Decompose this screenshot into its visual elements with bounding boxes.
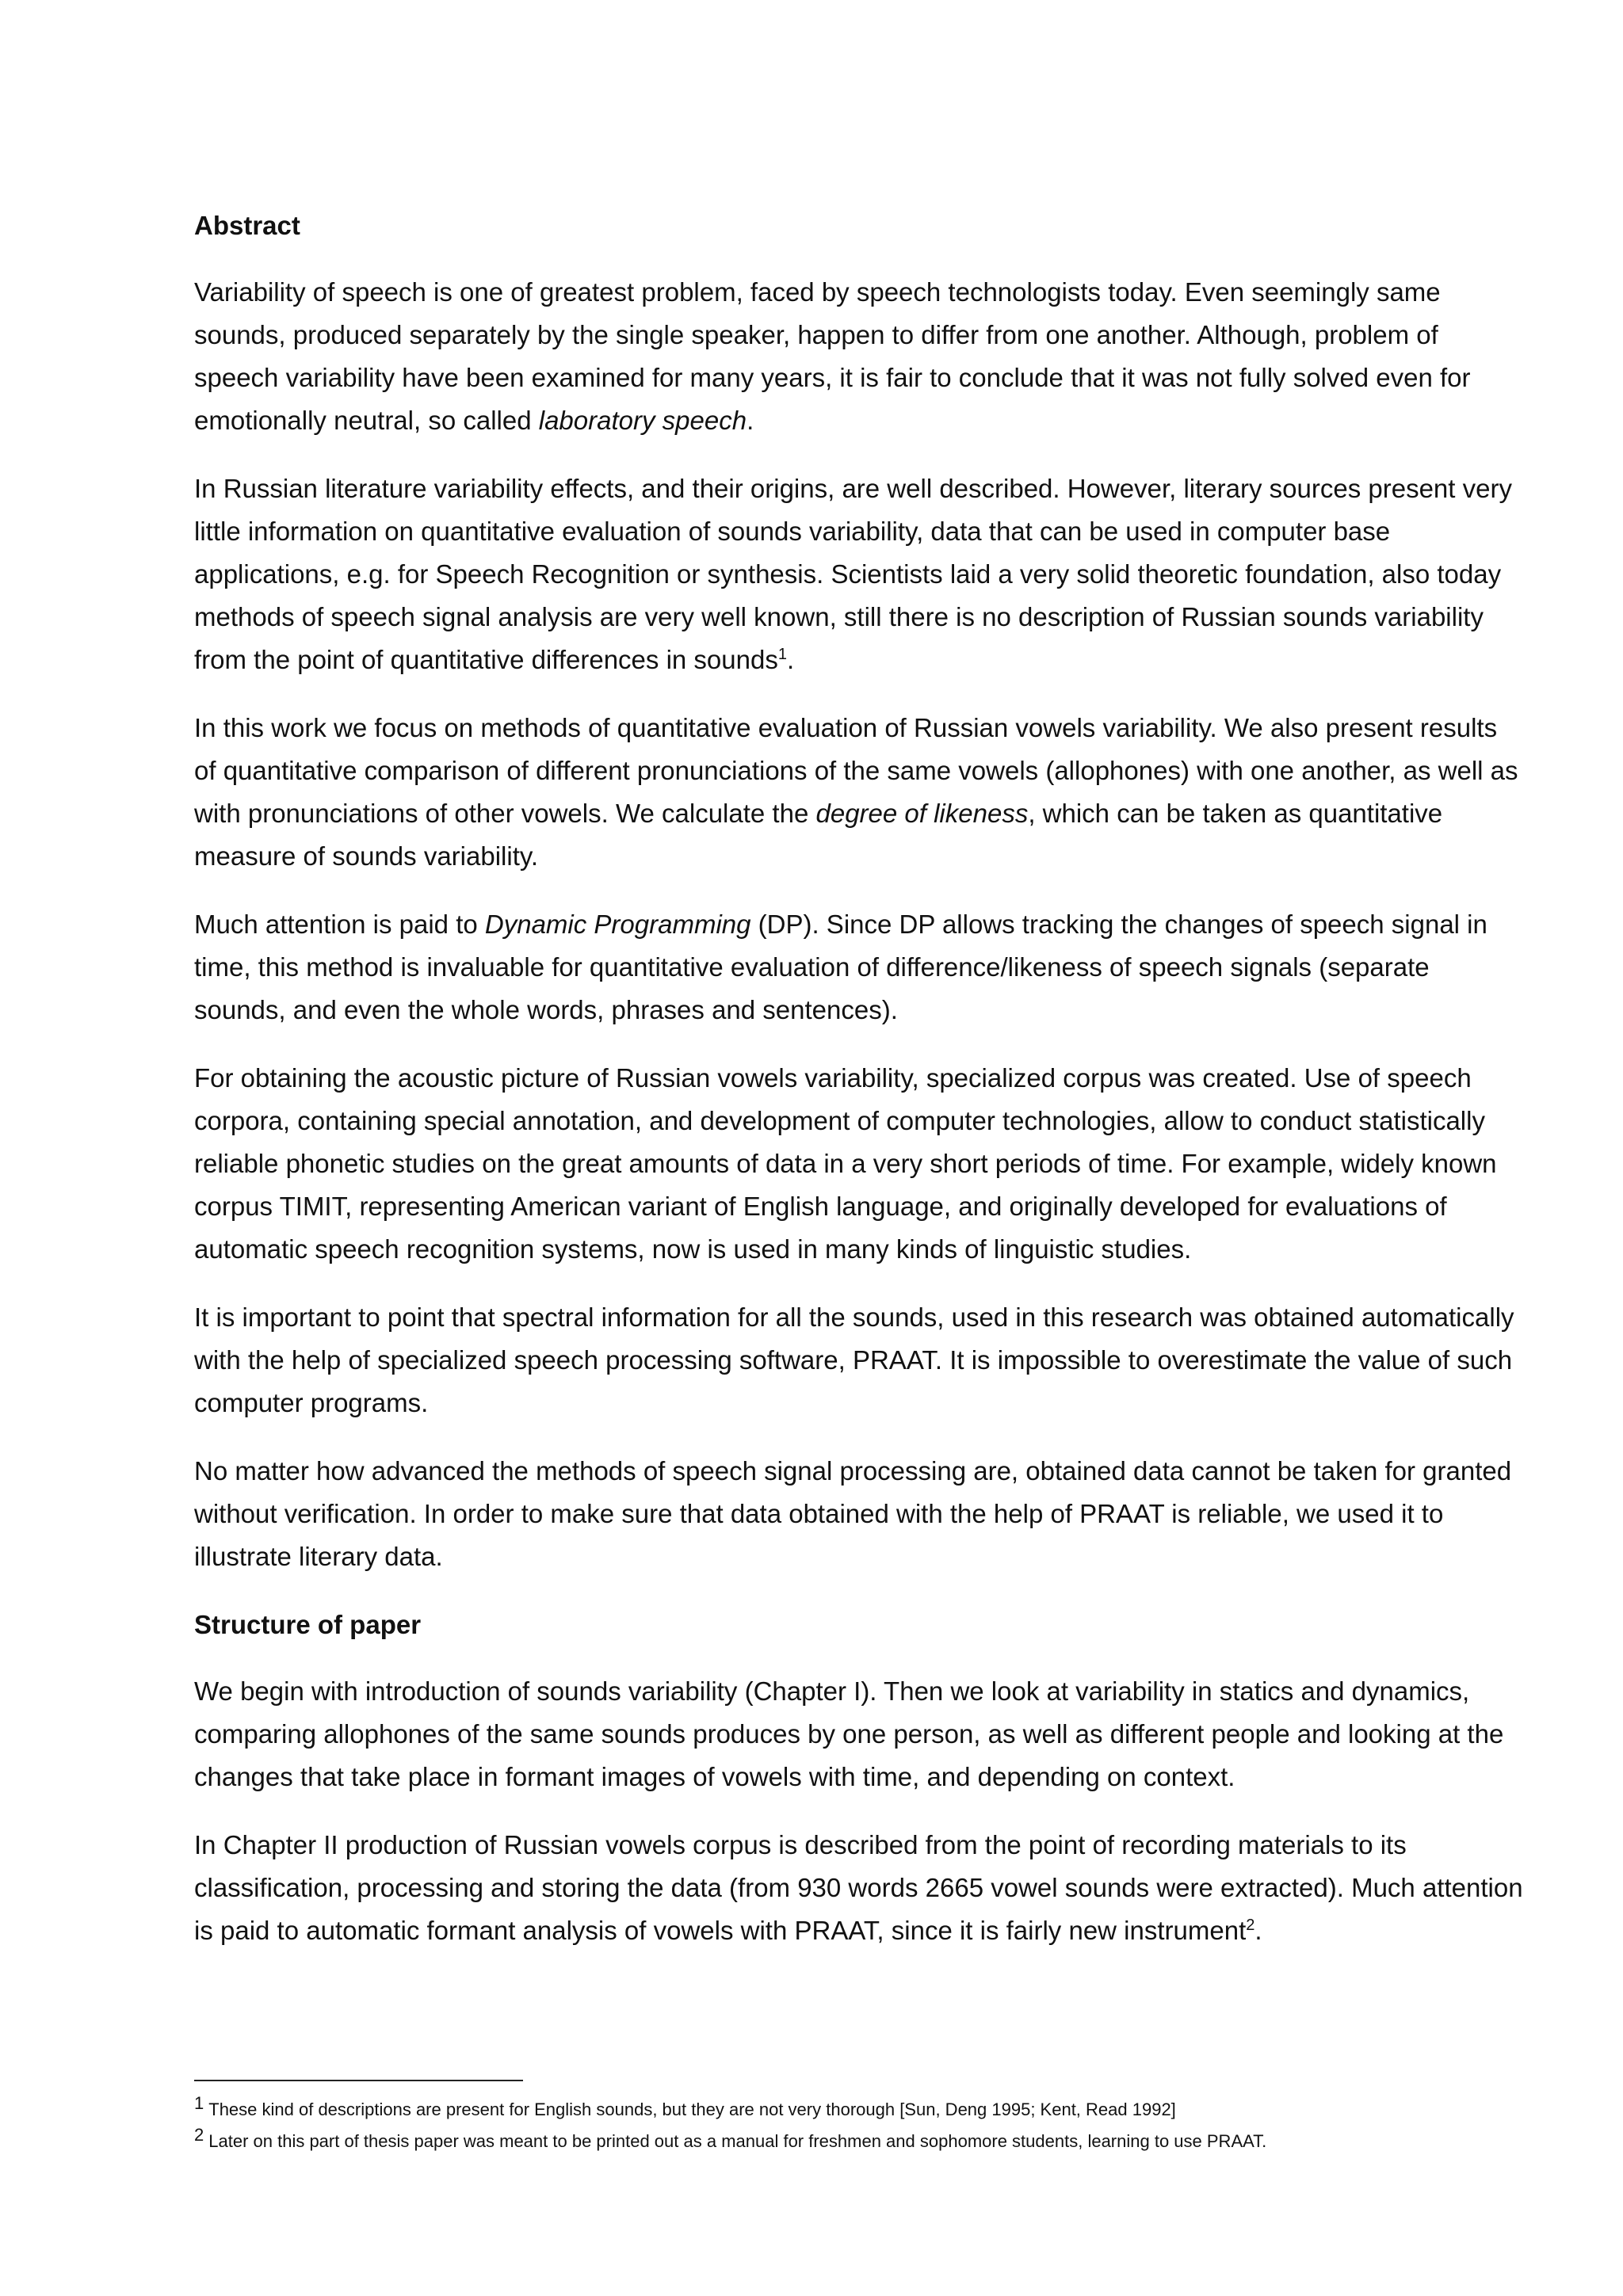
abstract-paragraph-5: For obtaining the acoustic picture of Russian vowels variability, specialized corpus was created. Use of speech corpora, containing special annotation, and development of computer technologies, allow to conduct statistically reliable phonetic studies on the great amounts of data in a very short periods of time. For example, widely known corpus TIMIT, representing American variant of English language, and originally developed for evaluations of automatic speech recognition systems, now is used in many kinds of linguistic studies. (194, 1063, 1497, 1264)
footnote-ref-2[interactable]: 2 (1246, 1917, 1255, 1934)
abstract-paragraph-7: No matter how advanced the methods of speech signal processing are, obtained data cannot be taken for granted without verification. In order to make sure that data obtained with the help of PRAAT is reliable, we used it to illustrate literary data. (194, 1456, 1512, 1571)
footnote-2 (194, 2126, 1526, 2157)
abstract-paragraph-4: Much attention is paid to Dynamic Programming (DP). Since DP allows tracking the changes of speech signal in time, this method is invaluable for quantitative evaluation of difference/likeness of speech signals (separate sounds, and even the whole words, phrases and sentences). (194, 910, 1487, 1024)
footnote-text: These kind of descriptions are present for English sounds, but they are not very thorough [Sun, Deng 1995; Kent, Read 1992] (208, 2100, 1176, 2119)
structure-paragraph-2: In Chapter II production of Russian vowels corpus is described from the point of recording materials to its classification, processing and storing the data (from 930 words 2665 vowel sounds were extracted). Much attention is paid to automatic formant analysis of vowels with PRAAT, since it is fairly new instrument$^2$. (194, 1830, 1523, 1945)
main-content (194, 204, 1526, 1978)
footnote-number: 1 (194, 2092, 204, 2113)
structure-heading: Structure of paper (194, 1610, 422, 1639)
footnote-ref-1[interactable]: 1 (777, 646, 787, 663)
abstract-paragraph-2: In Russian literature variability effects, and their origins, are well described. However, literary sources present very little information on quantitative evaluation of sounds variability, data that can be used in computer base applications, e.g. for Speech Recognition or synthesis. Scientists laid a very solid theoretic foundation, also today methods of speech signal analysis are very well known, still there is no description of Russian sounds variability from the point of quantitative differences in sounds$^1$. (194, 474, 1512, 674)
abstract-paragraph-6: It is important to point that spectral information for all the sounds, used in this research was obtained automatically with the help of specialized speech processing software, PRAAT. It is impossible to overestimate the value of such computer programs. (194, 1302, 1514, 1417)
abstract-paragraph-1: Variability of speech is one of greatest problem, faced by speech technologists today. Even seemingly same sounds, produced separately by the single speaker, happen to differ from one another. Although, problem of speech variability have been examined for many years, it is fair to conclude that it was not fully solved even for emotionally neutral, so called laboratory speech. (194, 277, 1471, 435)
emphasis-dynamic-programming: Dynamic Programming (484, 910, 751, 939)
footnote-1 (194, 2094, 1526, 2126)
emphasis-laboratory-speech: laboratory speech (538, 406, 747, 435)
structure-paragraph-1: We begin with introduction of sounds variability (Chapter I). Then we look at variability in statics and dynamics, comparing allophones of the same sounds produces by one person, as well as different people and looking at the changes that take place in formant images of vowels with time, and depending on context. (194, 1676, 1504, 1791)
abstract-paragraph-3: In this work we focus on methods of quantitative evaluation of Russian vowels variability. We also present results of quantitative comparison of different pronunciations of the same vowels (allophones) with one another, as well as with pronunciations of other vowels. We calculate the degree of likeness, which can be taken as quantitative measure of sounds variability. (194, 713, 1518, 871)
footnote-number: 2 (194, 2124, 204, 2145)
emphasis-degree-of-likeness: degree of likeness (815, 799, 1029, 828)
footnotes-section (194, 2080, 1526, 2157)
footnote-separator (194, 2080, 523, 2081)
abstract-heading: Abstract (194, 211, 300, 240)
footnote-text: Later on this part of thesis paper was meant to be printed out as a manual for freshmen and sophomore students, learning to use PRAAT. (208, 2131, 1267, 2151)
